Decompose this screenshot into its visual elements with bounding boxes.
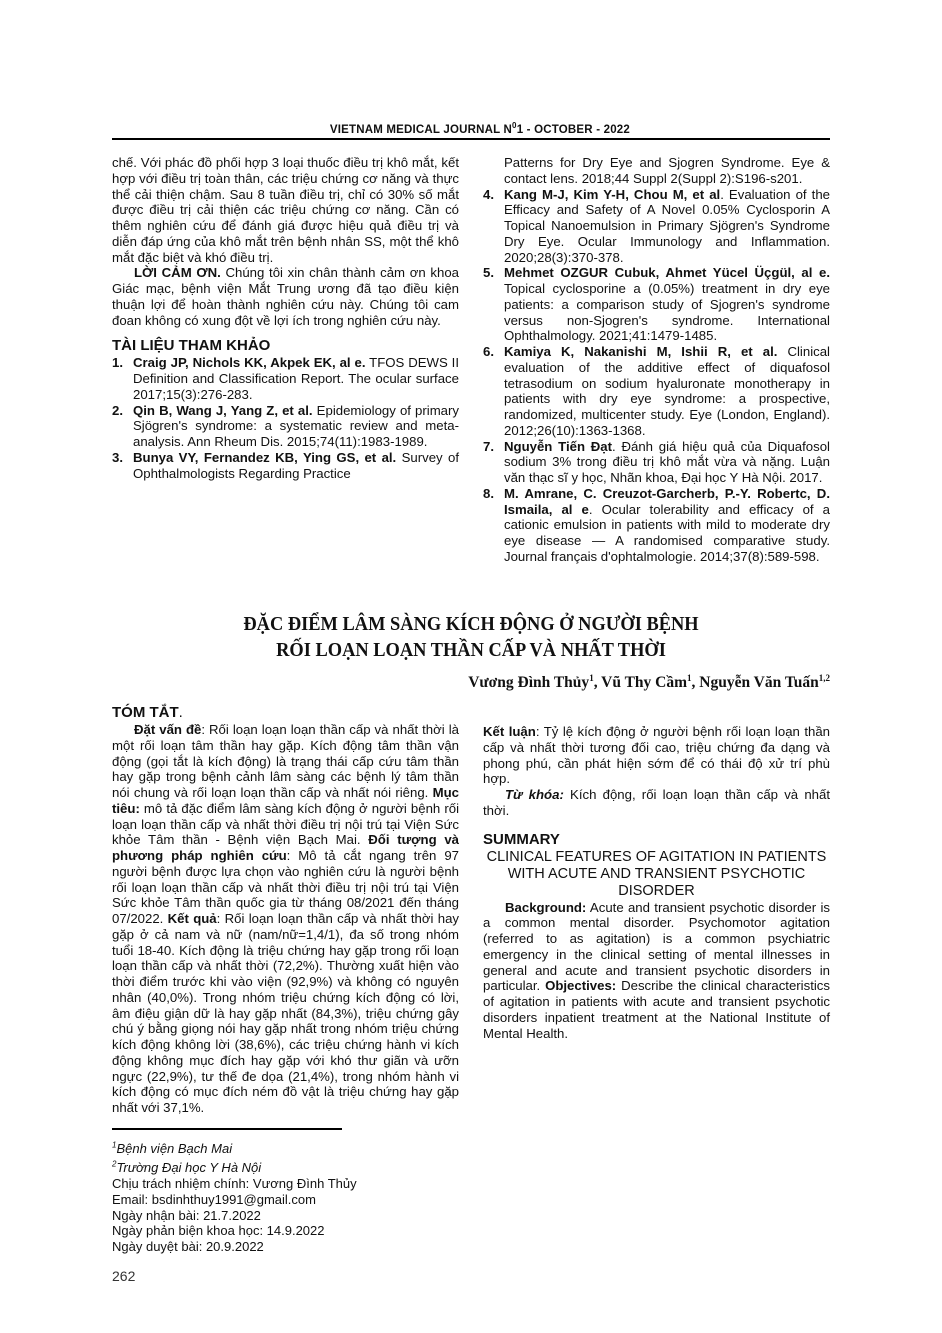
prev-article-right [483,155,830,565]
references-heading: TÀI LIỆU THAM KHẢO [112,337,271,355]
page-number: 262 [112,1267,136,1284]
abstract-label: Kết luận [483,724,536,739]
ref-text: . Evaluation of the Efficacy and Safety of A Novel 0.05% Cyclosporin A Topical Nanoemulsion in Primary Sjögren's Syndrome Dry Eye. Ocular Immunology and Inflammation. 2020;28(3):370-378. [504,186,830,265]
running-header [112,121,830,140]
abstract-text: : Rối loạn loạn loạn thần cấp và nhất thời là một rối loạn tâm thần hay gặp. Kích động tâm thần vận động (gọi tắt là kích động) là trạng thái cấp cứu tâm thần hay gặp trong bệnh cảnh lâm sàng các bệnh lý tâm thần nói chung và rối loạn loạn thần cấp và nhất nói riêng. [112,722,459,800]
reference-item [483,486,830,565]
aff-text: Trường Đại học Y Hà Nội [116,1160,262,1176]
journal-name: VIETNAM MEDICAL JOURNAL N [329,123,513,136]
ref-number: 7. [483,438,494,454]
aff-sup: 1 [112,1140,117,1150]
ref-text: Epidemiology of primary Sjögren's syndrome: a systematic review and meta-analysis. Ann Rheum Dis. 2015;74(11):1983-1989. [133,402,459,449]
date-accepted: Ngày duyệt bài: 20.9.2022 [112,1239,264,1255]
summary-label: Objectives: [545,978,617,994]
acknowledgement [112,265,459,328]
ref-text: TFOS DEWS II Definition and Classification Report. The ocular surface 2017;15(3):276-283. [133,355,459,402]
reference-list-left [112,355,459,481]
ref-number: 5. [483,265,494,281]
date-received: Ngày nhận bài: 21.7.2022 [112,1207,261,1223]
corresponding-author: Chịu trách nhiệm chính: Vương Đình Thủy [112,1176,357,1191]
conclusion-tail: chế. Với phác đồ phối hợp 3 loại thuốc điều trị khô mắt, kết hợp với điều trị toàn thân, các triệu chứng cơ năng và thực thể cải thiện chậm. Sau 8 tuần điều trị, chỉ có 30% số mắt được điều trị cải thiện các triệu chứng cơ năng. Cần có thêm nghiên cứu để đánh giá được hiệu quả điều trị và diễn đáp ứng của khô mắt trên bệnh nhân SS, một thể khô mắt đặc biệt và khó điều trị. [112,155,459,265]
reference-item [483,265,830,344]
ref-number: 3. [112,449,123,465]
ref-authors: Nguyễn Tiến Đạt [504,438,613,454]
author-sup: 1 [687,673,692,683]
ref-authors: Bunya VY, Fernandez KB, Ying GS, et al. [133,449,397,465]
reference-item [112,403,459,450]
ref-number: 2. [112,402,123,418]
title-line-2: RỐI LOẠN LOẠN THẦN CẤP VÀ NHẤT THỜI [276,639,666,661]
ref-authors: Craig JP, Nichols KK, Akpek EK, al e. [133,355,366,371]
header-sup: 0 [512,121,517,130]
issue-info: 1 - OCTOBER - 2022 [516,123,630,136]
abstract-text: : Rối loạn loạn thần cấp và nhất thời hay gặp ở cả nam và nữ (nam/nữ=1,4/1), đa số trong nhóm tuổi 18-40. Kích động là triệu chứng hay gặp trong rối loạn loạn thần cấp và nhất thời (72,2%). Thường xuất hiện vào thời điểm trước khi vào viện (92,9%) và không có nguyên nhân (40,0%). Trong nhóm triệu chứng kích động có lời, âm điệu giận dữ là hay gặp nhất (84,3%), triệu chứng gây chú ý bằng giọng nói hay gặp nhất trong nhóm triệu chứng kích động không lời (38,6%), các triệu chứng hành vi kích động không mục đích hay gặp với khó thư giãn và ưỡn ngực (22,9%), tư thế đe dọa (21,4%), trong nhóm hành vi kích động có mục đích ném đồ vật là triệu chứng hay gặp nhất với 37,1%. [112,911,460,1115]
abstract-heading-dot: . [178,704,183,721]
footnotes [112,1138,459,1255]
abstract-heading [112,704,459,722]
abstract-text: : Mô tả cắt ngang trên 97 người bệnh được lựa chọn vào nghiên cứu là người bệnh rối loạn loạn thần cấp và nhất thời điều trị nội trú tại Viện Sức khỏe Tâm thần quốc gia từ tháng 08/2021 đến tháng 07/2022. [112,848,459,926]
ref-number: 6. [483,344,494,359]
aff-sup: 2 [112,1159,117,1169]
affiliation-1 [112,1138,459,1157]
author-list [112,673,830,692]
author-name: , Nguyễn Văn Tuấn [691,674,819,692]
english-title: CLINICAL FEATURES OF AGITATION IN PATIENTS WITH ACUTE AND TRANSIENT PSYCHOTIC DISORDER [486,848,827,899]
prev-article-left [112,155,459,481]
author-name: , Vũ Thy Cầm [593,674,688,692]
reference-item [112,450,459,482]
article-title [141,611,802,663]
abstract-heading-text: TÓM TẮT [112,704,179,721]
reference-item [112,355,459,402]
abstract-label: Đặt vấn đề [134,722,202,737]
ref-text: . Đánh giá hiệu quả của Diquafosol sodium 3% trong điều trị khô mắt vừa và nặng. Luận văn thạc sĩ y học, Nhãn khoa, Đại học Y Hà Nội. 2017. [504,438,830,485]
keywords [483,787,830,819]
email: Email: bsdinhthuy1991@gmail.com [112,1191,316,1207]
ref-text: Survey of Ophthalmologists Regarding Practice [133,449,459,481]
author-name: Vương Đình Thủy [468,674,590,692]
ack-text: Chúng tôi xin chân thành cảm ơn khoa Giác mạc, bệnh viện Mắt Trung ương đã tạo điều kiện thuận lợi để hoàn thành nghiên cứu này. Chúng tôi cam đoan không có xung đột về lợi ích trong nghiên cứu này. [112,265,459,328]
ref-authors: M. Amrane, C. Creuzot-Garcherb, P.-Y. Robertc, D. Ismaila, al e [504,485,830,517]
abstract-text: mô tả đặc điểm lâm sàng kích động ở người bệnh rối loạn loạn thần cấp và nhất thời điều trị nội trú tại Viện Sức khỏe Tâm thần - Bệnh viện Bạch Mai. [112,800,459,848]
summary-body [483,900,830,1042]
author-sup: 1 [589,673,594,683]
summary-text: Acute and transient psychotic disorder is a common mental disorder. Psychomotor agitation (referred to as agitation) is a common psychiatric emergency in the clinical setting of mental illnesses in general and acute and transient psychotic disorders in particular. [483,899,830,994]
abstract-label: Kết quả [167,911,217,926]
summary-label: Background: [505,899,587,915]
footnote-rule [112,1128,342,1130]
ref-text: Patterns for Dry Eye and Sjogren Syndrome. Eye & contact lens. 2018;44 Suppl 2(Suppl 2):S196-s201. [504,155,830,186]
aff-text: Bệnh viện Bạch Mai [116,1141,233,1157]
date-reviewed: Ngày phản biện khoa học: 14.9.2022 [112,1223,325,1239]
ref-number: 4. [483,186,494,202]
affiliation-2 [112,1157,459,1176]
summary-heading: SUMMARY [483,830,560,848]
ref-authors: Kamiya K, Nakanishi M, Ishii R, et al. [504,344,778,359]
reference-list-right [483,155,830,565]
keywords-label: Từ khóa: [505,787,564,802]
title-line-1: ĐẶC ĐIỂM LÂM SÀNG KÍCH ĐỘNG Ở NGƯỜI BỆNH [243,613,699,635]
reference-item [483,439,830,486]
ack-label: LỜI CẢM ƠN. [134,265,221,281]
abstract-label: Mục tiêu: [112,785,459,816]
abstract-right [483,724,830,1041]
abstract-vi [112,704,459,1285]
ref-number: 8. [483,485,494,501]
abstract-text: : Tỷ lệ kích động ở người bệnh rối loạn loạn thần cấp và nhất thời tương đối cao, triệu chứng đa dạng và phong phú, cần phát hiện sớm để có thái độ xử trí phù hợp. [483,724,830,787]
author-sup: 1,2 [818,673,830,683]
summary-text: Describe the clinical characteristics of agitation in patients with acute and transient psychotic disorders inpatient treatment at the National Institute of Mental Health. [483,978,830,1041]
keywords-text: Kích động, rối loạn loạn thần cấp và nhất thời. [483,787,830,818]
ref-authors: Mehmet OZGUR Cubuk, Ahmet Yücel Üçgül, al e. [504,265,830,281]
reference-item [483,187,830,266]
reference-item [483,344,830,439]
ref-text: . Ocular tolerability and efficacy of a cationic emulsion in patients with mild to moderate dry eye disease — A randomised comparative study. Journal français d'ophtalmologie. 2014;37(8):589-598. [504,501,830,564]
ref-authors: Qin B, Wang J, Yang Z, et al. [133,402,313,418]
ref-text: Topical cyclosporine a (0.05%) treatment in dry eye patients: a comparison study of Sjogren's syndrome versus non-Sjogren's syndrome. International Ophthalmology. 2021;41:1479-1485. [504,281,830,344]
abstract-label: Đối tượng và phương pháp nghiên cứu [112,832,459,863]
ref-text: Clinical evaluation of the additive effect of diquafosol tetrasodium on sodium hyaluronate monotherapy in patients with dry eye syndrome: a prospective, randomized, multicenter study. Eye (London, England). 2012;26(10):1363-1368. [504,344,830,438]
abstract-conclusion [483,724,830,787]
ref-number: 1. [112,355,123,371]
reference-continuation [483,155,830,187]
abstract-body [112,722,459,1116]
ref-authors: Kang M-J, Kim Y-H, Chou M, et al [504,186,721,202]
